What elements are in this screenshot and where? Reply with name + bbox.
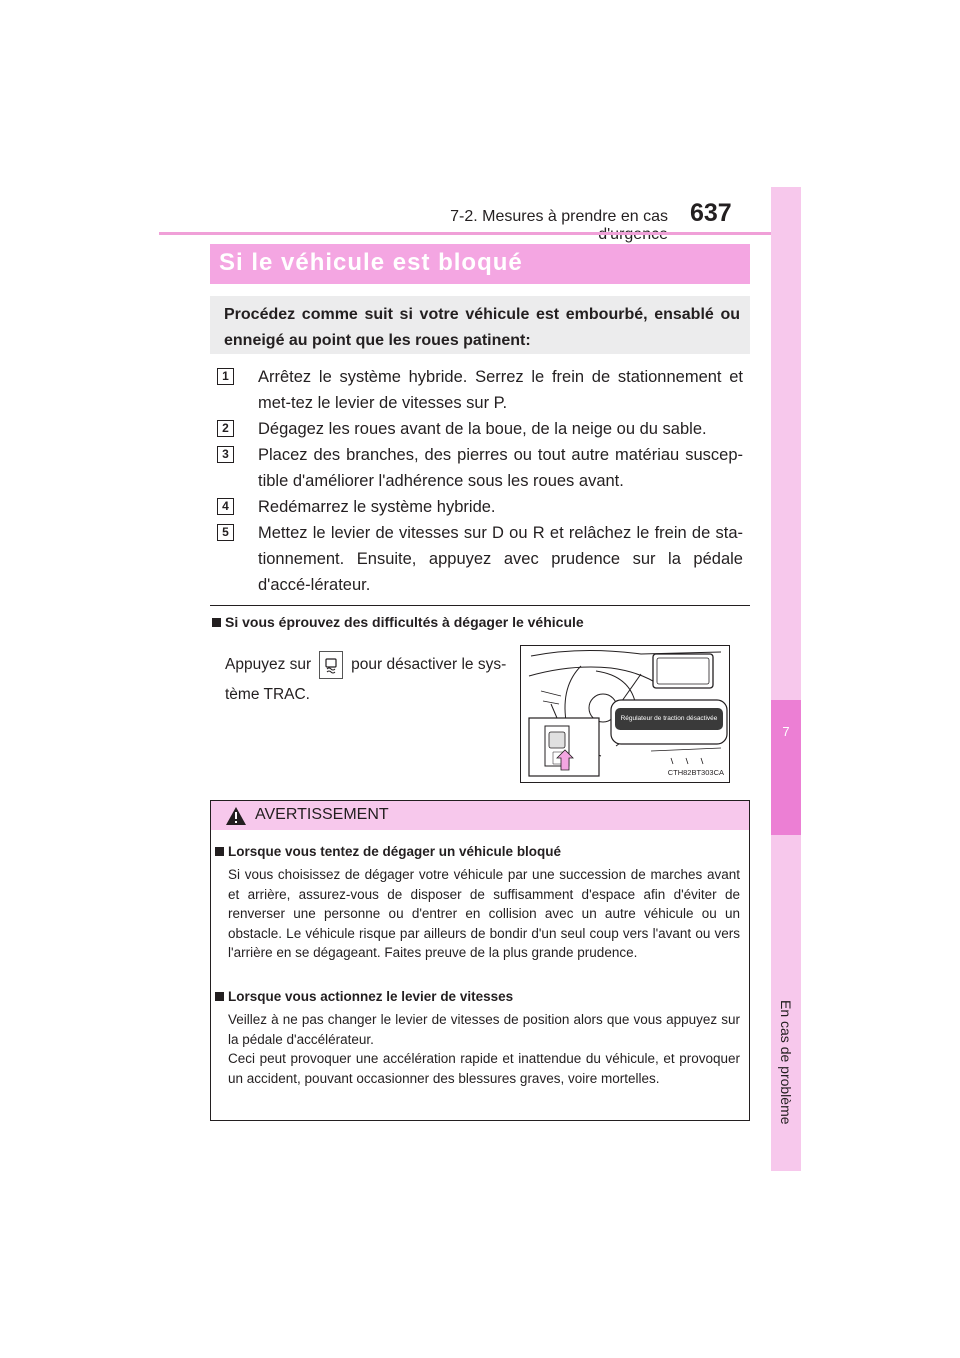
step-text-1: Arrêtez le système hybride. Serrez le frein de stationnement et met-tez le levier de vitesses sur P.: [258, 368, 743, 412]
step-number-4: 4: [217, 498, 234, 515]
warning-heading-2: [215, 989, 513, 1004]
square-bullet-icon: [212, 618, 221, 627]
page-title: Si le véhicule est bloqué: [219, 249, 523, 276]
warning-title: AVERTISSEMENT: [255, 806, 389, 823]
warning-triangle-icon: [225, 806, 247, 826]
step-text-2: Dégagez les roues avant de la boue, de la neige ou du sable.: [258, 420, 707, 438]
warning-heading-1-text: Lorsque vous tentez de dégager un véhicule bloqué: [228, 844, 562, 859]
step-text-3: Placez des branches, des pierres ou tout autre matériau suscep-tible d'améliorer l'adhérence sous les roues avant.: [258, 446, 743, 490]
intro-text: Procédez comme suit si votre véhicule est embourbé, ensablé ou enneigé au point que les roues patinent:: [224, 306, 740, 349]
subsection-heading: [212, 614, 584, 630]
chapter-title: [776, 1000, 794, 1130]
warning-heading-1: [215, 844, 561, 859]
page-number: 637: [690, 199, 732, 227]
step-number-3: 3: [217, 446, 234, 463]
section-divider: [210, 605, 750, 606]
subsection-heading-text: Si vous éprouvez des difficultés à dégager le véhicule: [225, 614, 584, 630]
header-divider: [159, 232, 800, 235]
trac-text-before: Appuyez sur: [225, 656, 312, 673]
square-bullet-icon: [215, 847, 224, 856]
display-message-label: Régulateur de traction désactivée: [615, 708, 723, 730]
chapter-title-text: En cas de problème: [778, 1000, 794, 1125]
step-number-5: 5: [217, 524, 234, 541]
warning-text-1: Si vous choisissez de dégager votre véhicule par une succession de marches avant et arrière, assurez-vous de disposer de suffisamment d'espace afin d'éviter de renverser une personne ou d'entrer en collision avec un autre véhicule ou un obstacle. Le véhicule risque par ailleurs de bondir d'un seul coup vers l'avant ou vers l'arrière en se dégageant. Faites preuve de la plus grande prudence.: [228, 867, 740, 960]
step-text-4: Redémarrez le système hybride.: [258, 498, 496, 516]
section-header: 7-2. Mesures à prendre en cas: [450, 208, 668, 225]
chapter-tab: [771, 700, 801, 835]
trac-text-after: pour désactiver le sys-tème TRAC.: [225, 656, 507, 703]
step-number-1: 1: [217, 368, 234, 385]
step-number-2: 2: [217, 420, 234, 437]
warning-heading-2-text: Lorsque vous actionnez le levier de vitesses: [228, 989, 514, 1004]
warning-text-3: Ceci peut provoquer une accélération rapide et inattendue du véhicule, et provoquer un accident, pouvant occasionner des blessures graves, voire mortelles.: [228, 1051, 740, 1086]
square-bullet-icon: [215, 992, 224, 1001]
illustration-code: CTH82BT303CA: [667, 768, 724, 777]
warning-text-2: Veillez à ne pas changer le levier de vitesses de position alors que vous appuyez sur la pédale d'accélérateur.: [228, 1012, 740, 1047]
chapter-number: 7: [782, 724, 790, 739]
trac-instruction: [225, 650, 515, 710]
trac-off-button-icon: [319, 651, 343, 679]
step-text-5: Mettez le levier de vitesses sur D ou R et relâchez le frein de sta-tionnement. Ensuite, appuyez avec prudence sur la pédale d'accé-lérateur.: [258, 524, 743, 594]
